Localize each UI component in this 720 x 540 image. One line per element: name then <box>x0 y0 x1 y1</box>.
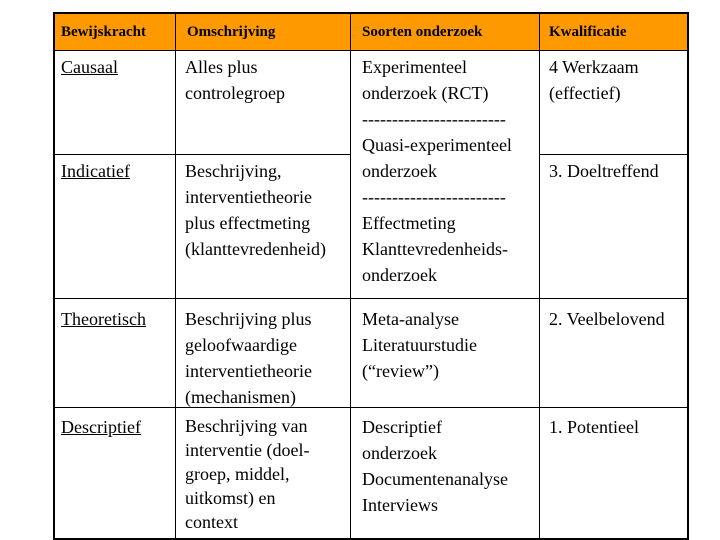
kwalificatie-line: (effectief) <box>549 83 621 103</box>
soorten-onderzoek-merged <box>362 54 512 288</box>
soorten-line: Klanttevredenheids- <box>362 239 508 259</box>
soorten-line: onderzoek <box>362 443 437 463</box>
kwalificatie-line: 1. Potentieel <box>549 417 639 437</box>
kwalificatie-causaal <box>549 54 639 106</box>
row-label-causaal: Causaal <box>61 57 118 77</box>
description-line: groep, middel, <box>185 464 290 484</box>
description-line: Beschrijving, <box>185 161 282 181</box>
description-line: plus effectmeting <box>185 213 311 233</box>
description-line: Beschrijving plus <box>185 309 312 329</box>
description-line: controlegroep <box>185 83 285 103</box>
header-kwalificatie: Kwalificatie <box>549 24 627 40</box>
soorten-line: onderzoek <box>362 265 437 285</box>
column-divider <box>539 14 540 538</box>
description-line: (mechanismen) <box>185 387 296 407</box>
kwalificatie-indicatief <box>549 158 659 184</box>
row-divider <box>540 154 687 155</box>
description-line: interventietheorie <box>185 187 312 207</box>
description-line: geloofwaardige <box>185 335 297 355</box>
row-label-theoretisch: Theoretisch <box>61 309 146 329</box>
kwalificatie-descriptief <box>549 414 639 440</box>
soorten-line: Literatuurstudie <box>362 335 477 355</box>
description-line: context <box>185 512 238 532</box>
dashed-separator: ------------------------ <box>362 109 506 129</box>
header-omschrijving: Omschrijving <box>187 24 276 40</box>
description-line: uitkomst) en <box>185 488 276 508</box>
description-line: interventietheorie <box>185 361 312 381</box>
description-line: Beschrijving van <box>185 416 308 436</box>
soorten-line: onderzoek <box>362 161 437 181</box>
row-label-indicatief: Indicatief <box>61 161 130 181</box>
soorten-theoretisch <box>362 306 477 384</box>
soorten-descriptief <box>362 414 508 518</box>
row-label-descriptief: Descriptief <box>61 417 141 437</box>
row-divider <box>55 298 687 299</box>
kwalificatie-line: 2. Veelbelovend <box>549 309 665 329</box>
row-divider <box>55 407 687 408</box>
soorten-line: Experimenteel <box>362 57 467 77</box>
kwalificatie-line: 4 Werkzaam <box>549 57 639 77</box>
soorten-line: Effectmeting <box>362 213 456 233</box>
soorten-line: Interviews <box>362 495 438 515</box>
column-divider <box>175 14 176 538</box>
description-causaal <box>185 54 285 106</box>
soorten-line: Documentenanalyse <box>362 469 508 489</box>
soorten-line: (“review”) <box>362 361 439 381</box>
description-indicatief <box>185 158 326 262</box>
description-line: interventie (doel- <box>185 440 310 460</box>
soorten-line: Meta-analyse <box>362 309 459 329</box>
description-line: Alles plus <box>185 57 258 77</box>
description-line: (klanttevredenheid) <box>185 239 326 259</box>
row-divider <box>55 154 351 155</box>
kwalificatie-line: 3. Doeltreffend <box>549 161 659 181</box>
soorten-line: Quasi-experimenteel <box>362 135 512 155</box>
column-divider <box>350 14 351 538</box>
header-soorten-onderzoek: Soorten onderzoek <box>362 24 483 40</box>
row-divider <box>55 50 687 51</box>
dashed-separator: ------------------------ <box>362 187 506 207</box>
evidence-table <box>53 12 689 540</box>
description-descriptief <box>185 414 309 534</box>
soorten-line: onderzoek (RCT) <box>362 83 489 103</box>
header-bewijskracht: Bewijskracht <box>61 24 146 40</box>
description-theoretisch <box>185 306 312 410</box>
kwalificatie-theoretisch <box>549 306 665 332</box>
soorten-line: Descriptief <box>362 417 442 437</box>
